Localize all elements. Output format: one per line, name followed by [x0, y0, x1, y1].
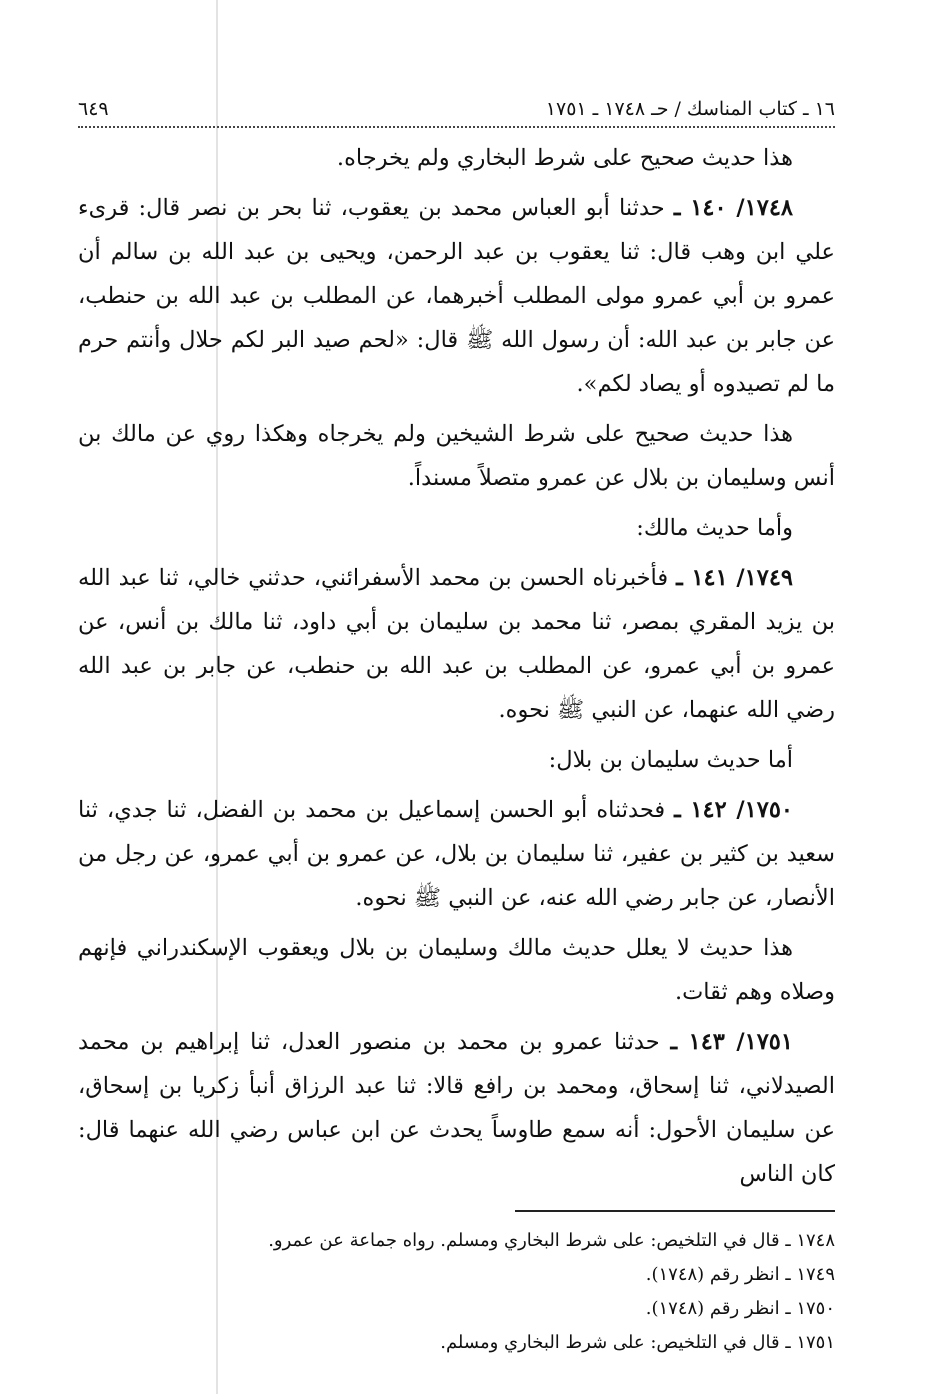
paragraph-verdict-3: هذا حديث لا يعلل حديث مالك وسليمان بن بلال ويعقوب الإسكندراني فإنهم وصلاه وهم ثقات. [78, 935, 835, 1005]
footnote-1751: ١٧٥١ ـ قال في التلخيص: على شرط البخاري ومسلم. [440, 1332, 835, 1353]
book-page [78, 92, 835, 1382]
hadith-text: فحدثناه أبو الحسن إسماعيل بن محمد بن الفضل، ثنا جدي، ثنا سعيد بن كثير بن عفير، ثنا سليمان بن بلال، عن عمرو بن أبي عمرو، عن رجل من الأنصار، عن جابر رضي الله عنه، عن النبي ﷺ نحوه. [78, 797, 835, 911]
hadith-1748 [78, 186, 835, 406]
hadith-text: فأخبرناه الحسن بن محمد الأسفرائني، حدثني خالي، ثنا عبد الله بن يزيد المقري بمصر، ثنا محمد بن سليمان بن أبي داود، ثنا مالك بن أنس، عن عمرو بن أبي عمرو، عن المطلب بن عبد الله بن حنطب، عن جابر بن عبد الله رضي الله عنهما، عن النبي ﷺ نحوه. [78, 565, 835, 723]
footnote-separator [515, 1210, 835, 1212]
hadith-1750 [78, 788, 835, 920]
footnote-1748: ١٧٤٨ ـ قال في التلخيص: على شرط البخاري ومسلم. رواه جماعة عن عمرو. [268, 1230, 835, 1251]
hadith-number: ١٧٤٩/ ١٤١ ـ [676, 565, 793, 591]
hadith-text: حدثنا أبو العباس محمد بن يعقوب، ثنا بحر بن نصر قال: قرىء علي ابن وهب قال: ثنا يعقوب بن عبد الرحمن، ويحيى بن عبد الله بن سالم أن عمرو بن أبي عمرو مولى المطلب أخبرهما، عن المطلب بن عبد الله بن حنطب، عن جابر بن عبد الله: أن رسول الله ﷺ قال: «لحم صيد البر لكم حلال وأنتم حرم ما لم تصيدوه أو يصاد لكم». [78, 195, 835, 397]
paragraph-verdict-1: هذا حديث صحيح على شرط البخاري ولم يخرجاه. [336, 145, 793, 171]
hadith-number: ١٧٤٨/ ١٤٠ ـ [673, 195, 793, 221]
hadith-number: ١٧٥٠/ ١٤٢ ـ [674, 797, 793, 823]
hadith-1749 [78, 556, 835, 732]
footnote-1750: ١٧٥٠ ـ انظر رقم (١٧٤٨). [645, 1298, 835, 1319]
section-heading-sulayman: أما حديث سليمان بن بلال: [548, 747, 793, 773]
section-heading-malik: وأما حديث مالك: [636, 515, 793, 541]
page-number: ٦٤٩ [78, 98, 119, 120]
hadith-number: ١٧٥١/ ١٤٣ ـ [670, 1029, 793, 1055]
hadith-1751 [78, 1020, 835, 1196]
hadith-text: حدثنا عمرو بن محمد بن منصور العدل، ثنا إبراهيم بن محمد الصيدلاني، ثنا إسحاق، ومحمد بن رافع قالا: ثنا عبد الرزاق أنبأ زكريا بن إسحاق، عن سليمان الأحول: أنه سمع طاوساً يحدث عن ابن عباس رضي الله عنهما قال: كان الناس [78, 1029, 835, 1187]
running-title: ١٦ ـ كتاب المناسك / حـ ١٧٤٨ ـ ١٧٥١ [536, 98, 835, 120]
paragraph-verdict-2: هذا حديث صحيح على شرط الشيخين ولم يخرجاه وهكذا روي عن مالك بن أنس وسليمان بن بلال عن عمرو متصلاً مسنداً. [78, 421, 835, 491]
page-header [78, 92, 835, 128]
footnotes [78, 1224, 835, 1360]
footnote-1749: ١٧٤٩ ـ انظر رقم (١٧٤٨). [645, 1264, 835, 1285]
